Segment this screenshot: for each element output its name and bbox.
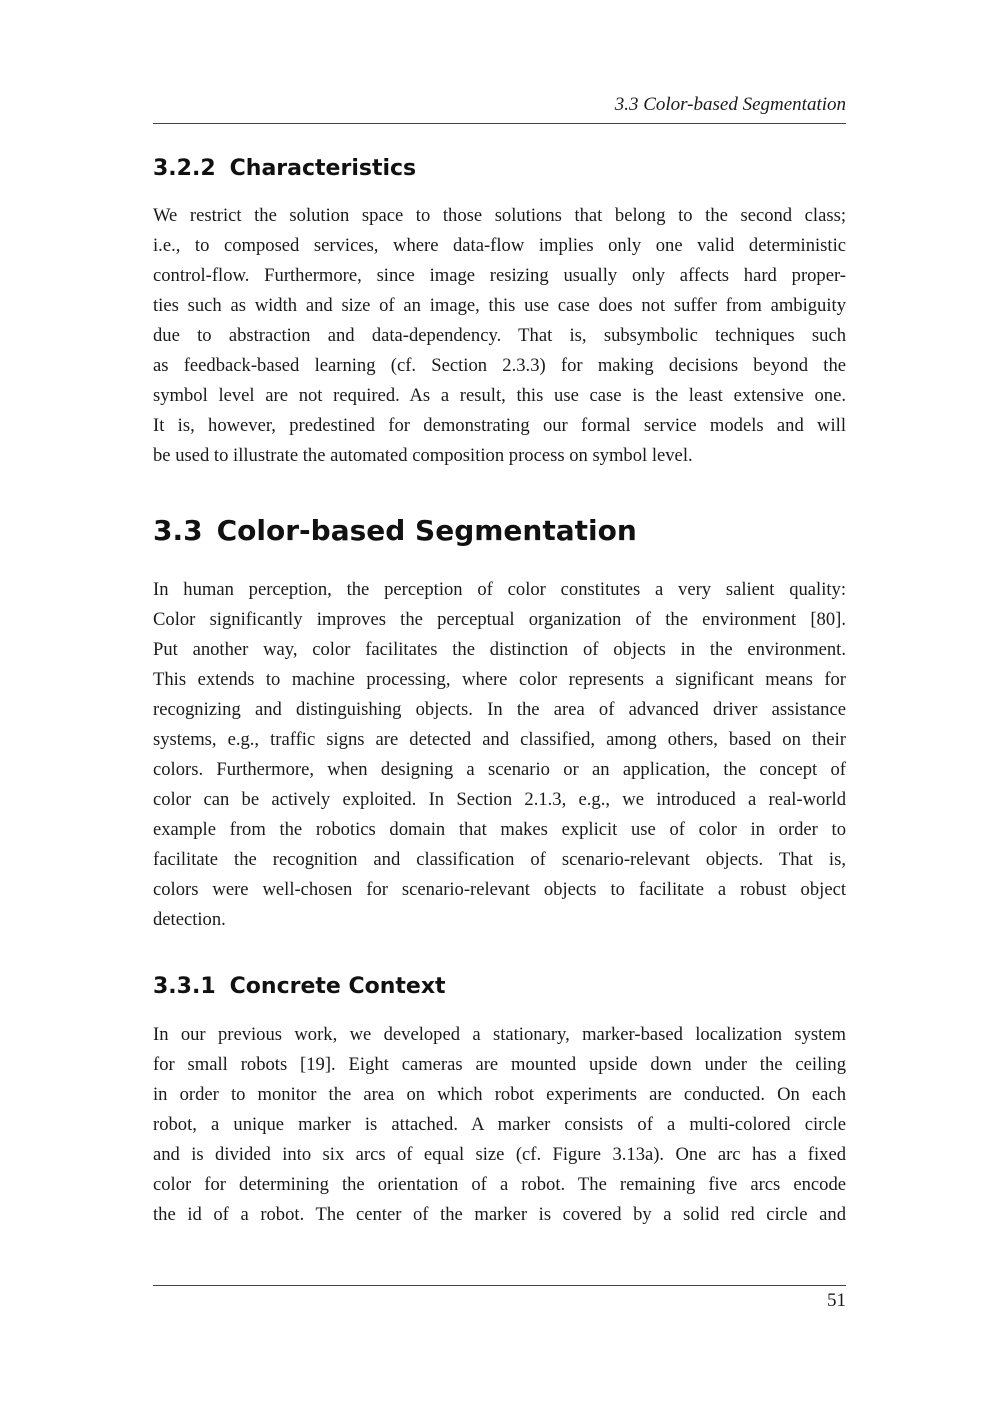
text-line: colors. Furthermore, when designing a scenario or an application, the concept of — [153, 759, 846, 780]
page-number: 51 — [827, 1290, 846, 1311]
text-line: as feedback-based learning (cf. Section 2.3.3) for making decisions beyond the — [153, 355, 846, 376]
text-line: control-flow. Furthermore, since image resizing usually only affects hard proper- — [153, 265, 846, 286]
text-line: be used to illustrate the automated composition process on symbol level. — [153, 445, 693, 466]
text-line: symbol level are not required. As a result, this use case is the least extensive one. — [153, 385, 846, 406]
text-line: robot, a unique marker is attached. A marker consists of a multi-colored circle — [153, 1114, 846, 1135]
text-line: This extends to machine processing, where color represents a significant means for — [153, 669, 846, 690]
paragraph-concrete-context — [153, 1020, 846, 1230]
text-line: the id of a robot. The center of the marker is covered by a solid red circle and — [153, 1204, 846, 1225]
paragraph-characteristics — [153, 201, 846, 471]
text-line: It is, however, predestined for demonstrating our formal service models and will — [153, 415, 846, 436]
text-line: for small robots [19]. Eight cameras are mounted upside down under the ceiling — [153, 1054, 846, 1075]
running-head: 3.3 Color-based Segmentation — [614, 94, 846, 115]
section-number: 3.3 — [153, 514, 203, 547]
footer-rule — [153, 1285, 846, 1286]
text-line: Put another way, color facilitates the distinction of objects in the environment. — [153, 639, 846, 660]
section-title: Concrete Context — [229, 974, 446, 999]
text-line: Color significantly improves the perceptual organization of the environment [80]. — [153, 609, 846, 630]
text-line: colors were well-chosen for scenario-relevant objects to facilitate a robust object — [153, 879, 846, 900]
text-line: ties such as width and size of an image, this use case does not suffer from ambiguity — [153, 295, 846, 316]
section-heading-characteristics — [153, 156, 416, 181]
section-title: Color-based Segmentation — [216, 514, 637, 547]
paragraph-color-based-segmentation — [153, 575, 846, 935]
section-number: 3.2.2 — [153, 156, 216, 181]
text-line: systems, e.g., traffic signs are detected and classified, among others, based on their — [153, 729, 846, 750]
text-line: due to abstraction and data-dependency. That is, subsymbolic techniques such — [153, 325, 846, 346]
section-number: 3.3.1 — [153, 974, 216, 999]
text-line: We restrict the solution space to those solutions that belong to the second class; — [153, 205, 846, 226]
section-heading-color-based-segmentation — [153, 514, 637, 547]
text-line: i.e., to composed services, where data-flow implies only one valid deterministic — [153, 235, 846, 256]
header-rule — [153, 123, 846, 124]
text-line: example from the robotics domain that makes explicit use of color in order to — [153, 819, 846, 840]
text-line: facilitate the recognition and classification of scenario-relevant objects. That is, — [153, 849, 846, 870]
text-line: recognizing and distinguishing objects. In the area of advanced driver assistance — [153, 699, 846, 720]
section-heading-concrete-context — [153, 974, 446, 999]
text-line: color for determining the orientation of a robot. The remaining five arcs encode — [153, 1174, 846, 1195]
text-line: color can be actively exploited. In Section 2.1.3, e.g., we introduced a real-world — [153, 789, 846, 810]
text-line: In human perception, the perception of color constitutes a very salient quality: — [153, 579, 846, 600]
text-line: detection. — [153, 909, 226, 930]
text-line: in order to monitor the area on which robot experiments are conducted. On each — [153, 1084, 846, 1105]
section-title: Characteristics — [229, 156, 417, 181]
text-line: In our previous work, we developed a stationary, marker-based localization system — [153, 1024, 846, 1045]
text-line: and is divided into six arcs of equal size (cf. Figure 3.13a). One arc has a fixed — [153, 1144, 846, 1165]
